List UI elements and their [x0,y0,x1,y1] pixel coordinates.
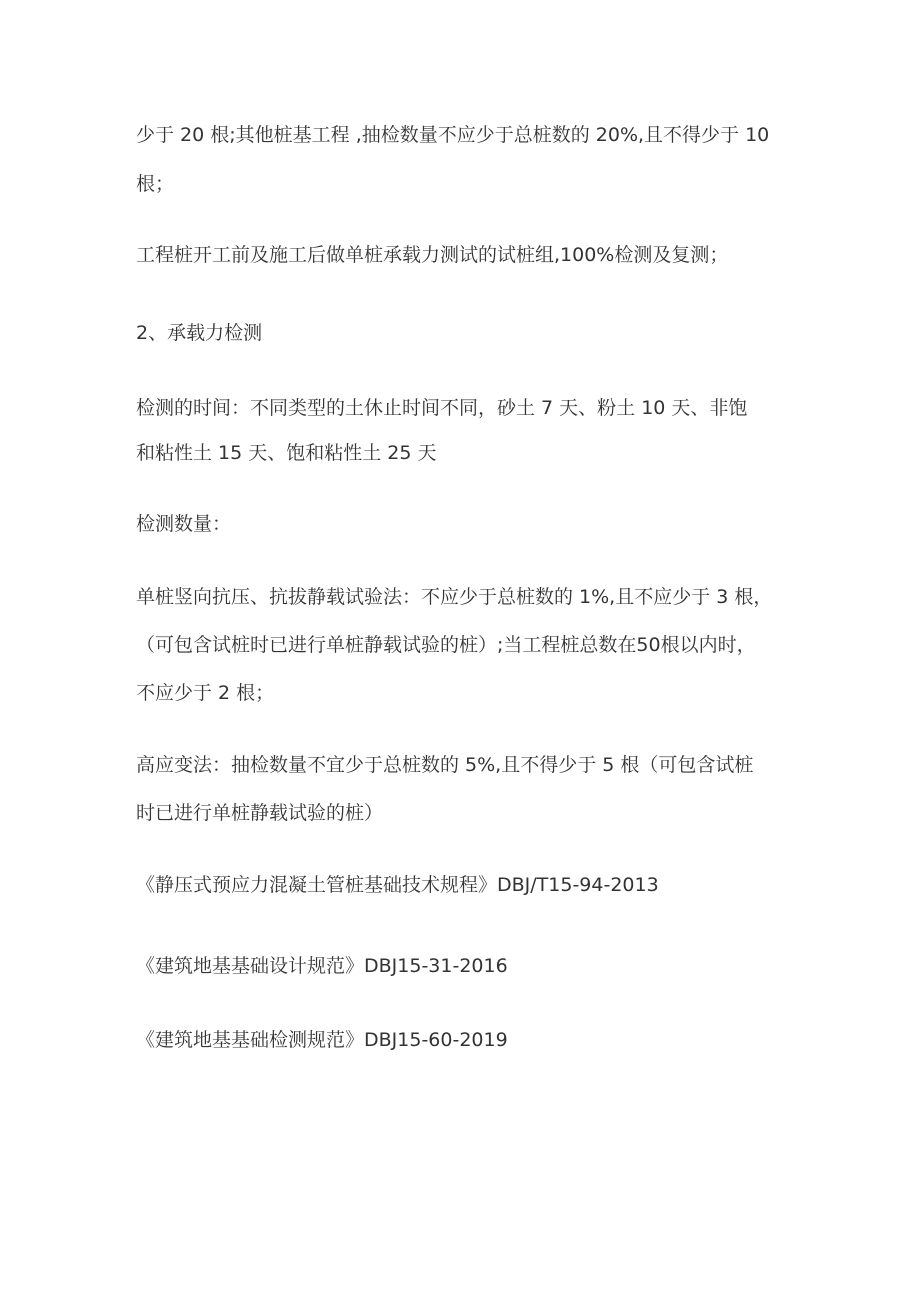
reference-line: 《静压式预应力混凝土管桩基础技术规程》DBJ/T15-94-2013 [136,874,659,896]
paragraph-line: 根； [136,173,175,195]
paragraph-line: 和粘性土 15 天、饱和粘性土 25 天 [136,442,437,464]
reference-line: 《建筑地基基础设计规范》DBJ15-31-2016 [136,955,508,977]
section-heading: 2、承载力检测 [136,322,263,344]
paragraph-line: 少于 20 根;其他桩基工程 ,抽检数量不应少于总桩数的 20%,且不得少于 10 [136,124,770,146]
paragraph-line: 检测的时间：不同类型的土休止时间不同，砂土 7 天、粉土 10 天、非饱 [136,397,748,419]
reference-line: 《建筑地基基础检测规范》DBJ15-60-2019 [136,1029,508,1051]
paragraph-line: 高应变法：抽检数量不宜少于总桩数的 5%,且不得少于 5 根（可包含试桩 [136,754,754,776]
paragraph-line: 工程桩开工前及施工后做单桩承载力测试的试桩组,100%检测及复测； [136,244,729,266]
paragraph-line: 时已进行单桩静载试验的桩） [136,802,384,824]
paragraph-line: （可包含试桩时已进行单桩静载试验的桩）;当工程桩总数在50根以内时， [136,634,756,656]
paragraph-line: 检测数量： [136,513,232,535]
paragraph-line: 不应少于 2 根； [136,682,275,704]
paragraph-line: 单桩竖向抗压、抗拔静载试验法：不应少于总桩数的 1%,且不应少于 3 根， [136,586,773,608]
